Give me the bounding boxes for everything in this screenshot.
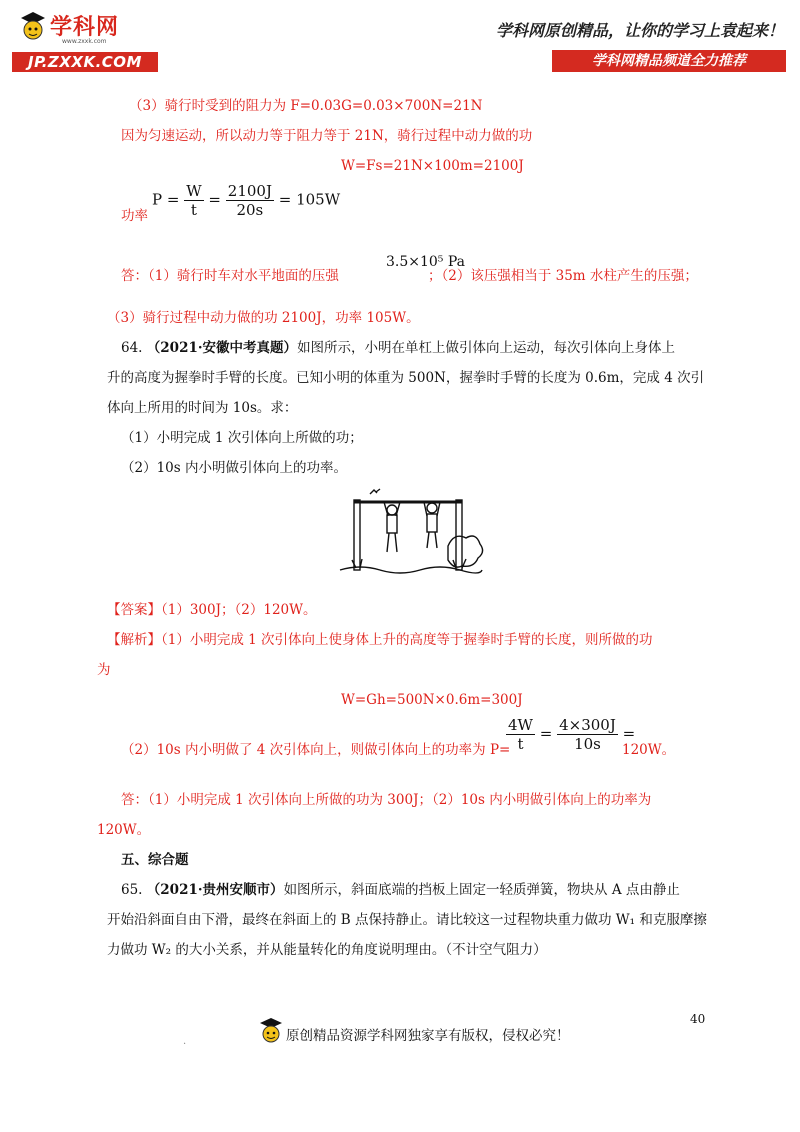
f-equals: = [539, 724, 553, 743]
f-num-2: 4×300J [559, 716, 616, 734]
q63-answer-c: （3）骑行过程中动力做的功 2100J，功率 105W。 [107, 310, 420, 326]
answer-text: （1）300J；（2）120W。 [161, 602, 317, 618]
q63-answer-b: ；（2）该压强相当于 35m 水柱产生的压强； [428, 268, 698, 284]
footer-dot: . [183, 1036, 187, 1047]
q64-analysis-2: 为 [97, 662, 111, 678]
q63-answer-a: 答：（1）骑行时车对水平地面的压强 [121, 268, 339, 284]
q64-line-3: 体向上所用的时间为 10s。求： [107, 400, 298, 416]
header-banner: 学科网精品频道全力推荐 [552, 50, 786, 72]
site-url: JP.ZXXK.COM [12, 52, 158, 72]
mascot-icon [18, 10, 48, 46]
q65-line-2: 开始沿斜面自由下滑，最终在斜面上的 B 点保持静止。请比较这一过程物块重力做功 W₁ 和克服摩擦 [107, 912, 707, 928]
header-slogan: 学科网原创精品，让你的学习上袁起来！ [495, 21, 784, 40]
answer-tag: 【答案】 [107, 602, 161, 618]
q64-line-2: 升的高度为握拳时手臂的长度。已知小明的体重为 500N，握拳时手臂的长度为 0.6m，完成 4 次引 [107, 370, 705, 386]
eq-p: P = [152, 190, 180, 209]
footer-copyright: 原创精品资源学科网独家享有版权，侵权必究！ [286, 1028, 570, 1044]
q64-analysis-1 [107, 630, 653, 650]
logo-subtext: www.zxxk.com [62, 38, 107, 45]
q64-answer [107, 600, 317, 620]
f-den-2: 10s [574, 735, 601, 753]
q65-text-1: 如图所示，斜面底端的挡板上固定一轻质弹簧，物块从 A 点由静止 [283, 882, 680, 898]
q63-power-label: 功率 [121, 208, 148, 224]
section-title: 五、综合题 [121, 852, 189, 868]
eq-num: 2100J [227, 182, 272, 200]
eq-w: W [186, 182, 202, 200]
eq-result: = 105W [278, 190, 341, 209]
q65-number: 65. [121, 882, 143, 898]
q63-line-2: 因为匀速运动，所以动力等于阻力等于 21N，骑行过程中动力做的功 [121, 128, 533, 144]
q64-subq-1: （1）小明完成 1 次引体向上所做的功； [121, 430, 363, 446]
site-logo [18, 8, 128, 50]
eq-den: 20s [236, 201, 264, 219]
q65-line-1 [121, 880, 680, 900]
q64-power-result: 120W。 [622, 742, 676, 758]
q64-power-line: （2）10s 内小明做了 4 次引体向上，则做引体向上的功率为 P= [121, 742, 511, 758]
q65-source: （2021·贵州安顺市） [146, 882, 284, 898]
eq-equals: = [208, 190, 221, 209]
q64-text-1: 如图所示，小明在单杠上做引体向上运动，每次引体向上身体上 [297, 340, 676, 356]
f-equals-2: = [622, 724, 636, 743]
q64-formula-1: W=Gh=500N×0.6m=300J [341, 692, 523, 708]
analysis-tag: 【解析】 [107, 632, 161, 648]
f-num-1: 4W [508, 716, 533, 734]
q64-source: （2021·安徽中考真题） [146, 340, 298, 356]
q64-final-answer-1: 答：（1）小明完成 1 次引体向上所做的功为 300J；（2）10s 内小明做引体向上的功率为 [121, 792, 652, 808]
analysis-text-1: （1）小明完成 1 次引体向上使身体上升的高度等于握拳时手臂的长度，则所做的功 [161, 632, 653, 648]
q65-line-3: 力做功 W₂ 的大小关系，并从能量转化的角度说明理由。（不计空气阻力） [107, 942, 547, 958]
q64-power-equation [506, 716, 635, 753]
q63-power-equation [152, 182, 340, 219]
f-den-1: t [517, 735, 524, 753]
footer-mascot-icon [258, 1016, 284, 1048]
q64-subq-2: （2）10s 内小明做引体向上的功率。 [121, 460, 347, 476]
q64-number: 64. [121, 340, 143, 356]
q63-line-1: （3）骑行时受到的阻力为 F=0.03G=0.03×700N=21N [129, 98, 483, 114]
q63-pressure-value: 3.5×10⁵ Pa [386, 254, 466, 270]
q64-line-1 [121, 338, 675, 358]
q63-formula-work: W=Fs=21N×100m=2100J [341, 158, 524, 174]
q64-final-answer-2: 120W。 [97, 822, 151, 838]
eq-t: t [190, 201, 197, 219]
page-number: 40 [690, 1012, 706, 1026]
pull-up-figure [336, 486, 486, 582]
logo-text: 学科网 [50, 15, 120, 40]
